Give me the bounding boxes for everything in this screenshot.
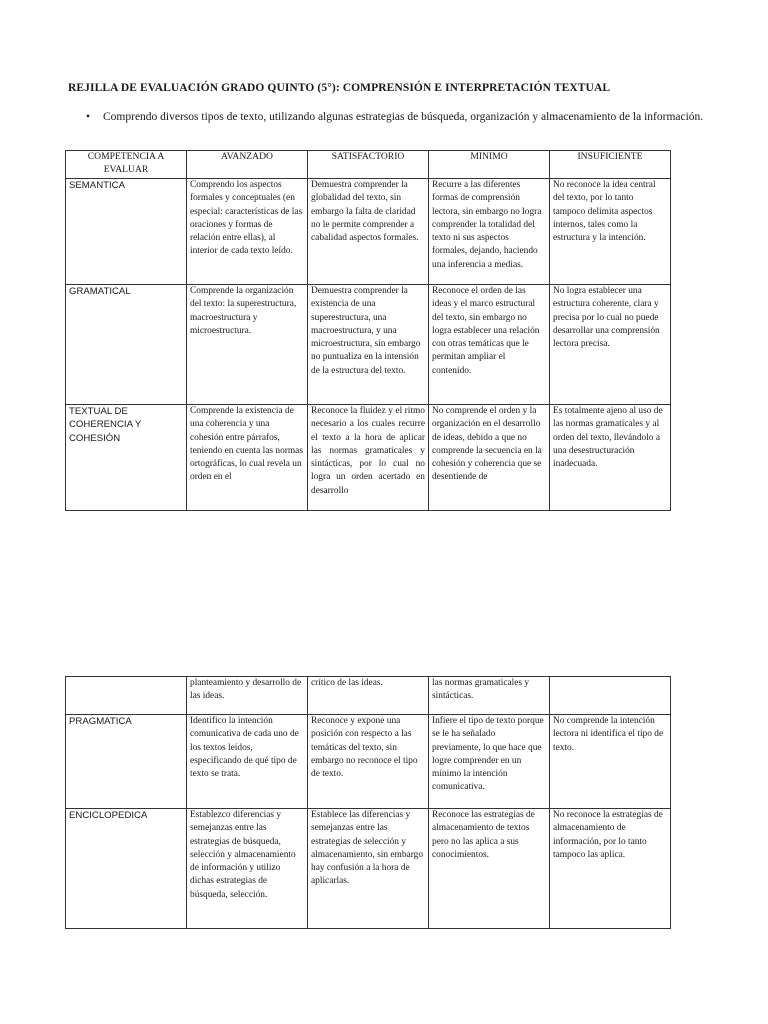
criterion-cell: ENCICLOPEDICA (66, 809, 187, 929)
header-cell: SATISFACTORIO (308, 151, 429, 179)
table-row (66, 809, 671, 929)
insuficiente-cell: No reconoce la estrategias de almacenamiento de información, por lo tanto tampoco las aplica. (550, 809, 671, 929)
minimo-cell: Reconoce el orden de las ideas y el marco estructural del texto, sin embargo no logra establecer una relación con otras temáticas que le permitan ampliar el contenido. (429, 285, 550, 405)
satisfactorio-cell: Establece las diferencias y semejanzas entre las estrategias de selección y almacenamiento, sin embargo hay confusión a la hora de aplicarlas. (308, 809, 429, 929)
minimo-cell: No comprende el orden y la organización en el desarrollo de ideas, debido a que no comprende la secuencia en la cohesión y coherencia que se desentiende de (429, 405, 550, 511)
avanzado-cell: Comprende la organización del texto: la superestructura, macroestructura y microestructura. (187, 285, 308, 405)
insuficiente-cell: No comprende la intención lectora ni identifica el tipo de texto. (550, 715, 671, 809)
evaluation-rubric-table (65, 150, 671, 511)
table-row (66, 405, 671, 511)
criterion-cell: GRAMATICAL (66, 285, 187, 405)
avanzado-cell: Comprendo los aspectos formales y conceptuales (en especial: características de las oraciones y formas de relación entre ellas), al interior de cada texto leído. (187, 179, 308, 285)
header-cell: COMPETENCIA A EVALUAR (66, 151, 187, 179)
minimo-cell: las normas gramaticales y sintácticas. (429, 677, 550, 715)
avanzado-cell: Comprende la existencia de una coherencia y una cohesión entre párrafos, teniendo en cuenta las normas ortográficas, lo cual revela un orden en el (187, 405, 308, 511)
header-cell: INSUFICIENTE (550, 151, 671, 179)
insuficiente-cell: Es totalmente ajeno al uso de las normas gramaticales y al orden del texto, llevándolo a una desestructuración inadecuada. (550, 405, 671, 511)
criterion-cell: TEXTUAL DE COHERENCIA Y COHESIÓN (66, 405, 187, 511)
satisfactorio-cell: Demuestra comprender la existencia de una superestructura, una macroestructura, y una microestructura, sin embargo no puntualiza en la intensión de la estructura del texto. (308, 285, 429, 405)
insuficiente-cell: No logra establecer una estructura coherente, clara y precisa por lo cual no puede desarrollar una comprensión lectora precisa. (550, 285, 671, 405)
avanzado-cell: Identifico la intención comunicativa de cada uno de los textos leídos, especificando de qué tipo de texto se trata. (187, 715, 308, 809)
document-title: REJILLA DE EVALUACIÓN GRADO QUINTO (5°): COMPRENSIÓN E INTERPRETACIÓN TEXTUAL (68, 82, 611, 94)
objective-text: Comprendo diversos tipos de texto, utilizando algunas estrategias de búsqueda, organización y almacenamiento de la información. (103, 111, 704, 123)
insuficiente-cell: No reconoce la idea central del texto, por lo tanto tampoco delimita aspectos internos, tales como la estructura y la intención. (550, 179, 671, 285)
criterion-cell: PRAGMATICA (66, 715, 187, 809)
header-cell: AVANZADO (187, 151, 308, 179)
criterion-cell: SEMANTICA (66, 179, 187, 285)
table-header-row (66, 151, 671, 179)
minimo-cell: Infiere el tipo de texto porque se le ha señalado previamente, lo que hace que logre comprender en un mínimo la intención comunicativa. (429, 715, 550, 809)
table-row (66, 285, 671, 405)
evaluation-rubric-table-continued (65, 676, 671, 929)
table-row (66, 715, 671, 809)
satisfactorio-cell: Reconoce la fluidez y el ritmo necesario a los cuales recurre el texto a la hora de aplicar las normas gramaticales y sintácticas, por lo cual no logra un orden acertado en desarrollo (308, 405, 429, 511)
satisfactorio-cell: Reconoce y expone una posición con respecto a las temáticas del texto, sin embargo no reconoce el tipo de texto. (308, 715, 429, 809)
bullet-marker: • (86, 111, 91, 123)
minimo-cell: Reconoce las estrategias de almacenamiento de textos pero no las aplica a sus conocimientos. (429, 809, 550, 929)
header-cell: MINIMO (429, 151, 550, 179)
minimo-cell: Recurre a las diferentes formas de comprensión lectora, sin embargo no logra comprender la totalidad del texto ni sus aspectos formales, dejando, haciendo una inferencia a medias. (429, 179, 550, 285)
avanzado-cell: planteamiento y desarrollo de las ideas. (187, 677, 308, 715)
table-row (66, 179, 671, 285)
criterion-cell (66, 677, 187, 715)
satisfactorio-cell: Demuestra comprender la globalidad del texto, sin embargo la falta de claridad no le permite comprender a cabalidad aspectos formales. (308, 179, 429, 285)
insuficiente-cell (550, 677, 671, 715)
satisfactorio-cell: crítico de las ideas. (308, 677, 429, 715)
table-row (66, 677, 671, 715)
avanzado-cell: Establezco diferencias y semejanzas entre las estrategias de búsqueda, selección y almacenamiento de información y utilizo dichas estrategias de búsqueda, selección. (187, 809, 308, 929)
